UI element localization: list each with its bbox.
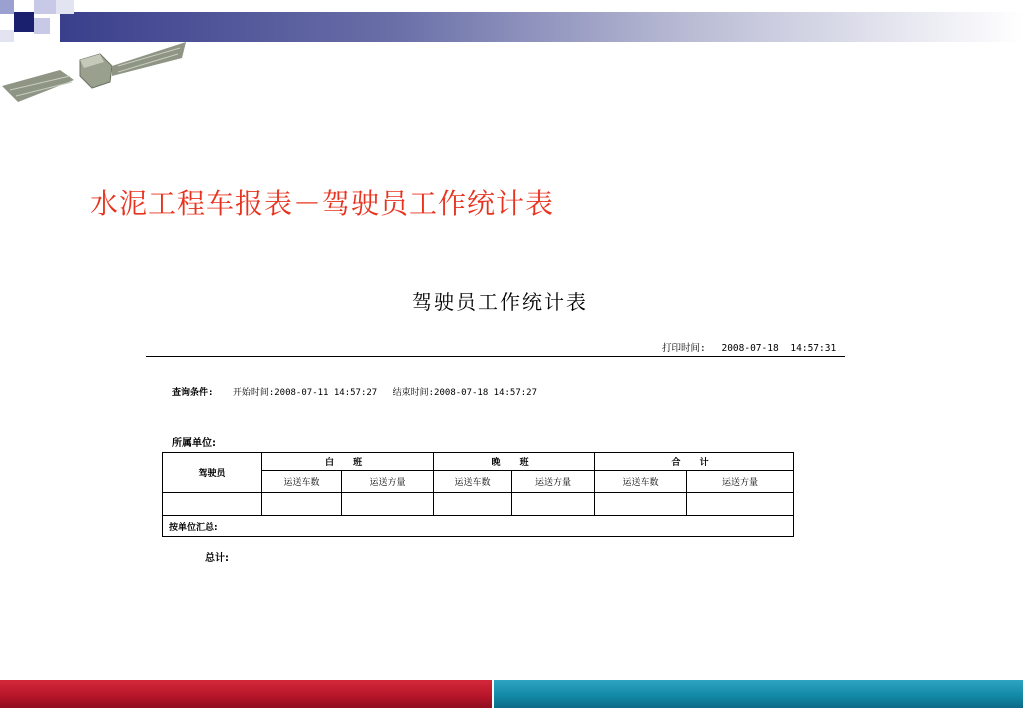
report-title: 驾驶员工作统计表 (412, 290, 588, 314)
table-row (163, 493, 794, 516)
table-cell (163, 493, 262, 516)
query-label: 查询条件: (172, 388, 214, 398)
print-time (662, 340, 836, 354)
subheader-cell: 运送车数 (262, 471, 342, 493)
subheader-cell: 运送方量 (512, 471, 595, 493)
driver-column-header: 驾驶员 (163, 453, 262, 493)
night-shift-header: 晚 班 (434, 453, 595, 471)
subheader-cell: 运送车数 (595, 471, 687, 493)
table-cell (595, 493, 687, 516)
table-cell (342, 493, 434, 516)
subheader-cell: 运送方量 (687, 471, 794, 493)
slide-title: 水泥工程车报表－驾驶员工作统计表 (90, 187, 555, 220)
query-start-time: 开始时间:2008-07-11 14:57:27 (232, 388, 378, 398)
footer-teal-bar (494, 680, 1023, 708)
total-label: 总计: (205, 553, 229, 564)
subheader-cell: 运送方量 (342, 471, 434, 493)
query-end-time: 结束时间:2008-07-18 14:57:27 (392, 388, 538, 398)
table-header-row (163, 453, 794, 471)
summary-row (163, 516, 794, 537)
table-cell (434, 493, 512, 516)
report-divider (146, 356, 845, 357)
day-shift-header: 白 班 (262, 453, 434, 471)
satellite-icon (0, 30, 200, 110)
table-cell (687, 493, 794, 516)
unit-label: 所属单位: (172, 438, 216, 449)
print-time-label: 打印时间: (662, 343, 706, 354)
total-header: 合 计 (595, 453, 794, 471)
footer-red-bar (0, 680, 494, 708)
top-gradient-bar (60, 12, 1023, 42)
print-time-clock: 14:57:31 (790, 343, 837, 354)
driver-stats-table (162, 452, 794, 537)
query-conditions (172, 385, 537, 398)
summary-label: 按单位汇总: (163, 516, 794, 537)
table-cell (262, 493, 342, 516)
table-cell (512, 493, 595, 516)
print-time-date: 2008-07-18 (721, 343, 779, 354)
subheader-cell: 运送车数 (434, 471, 512, 493)
